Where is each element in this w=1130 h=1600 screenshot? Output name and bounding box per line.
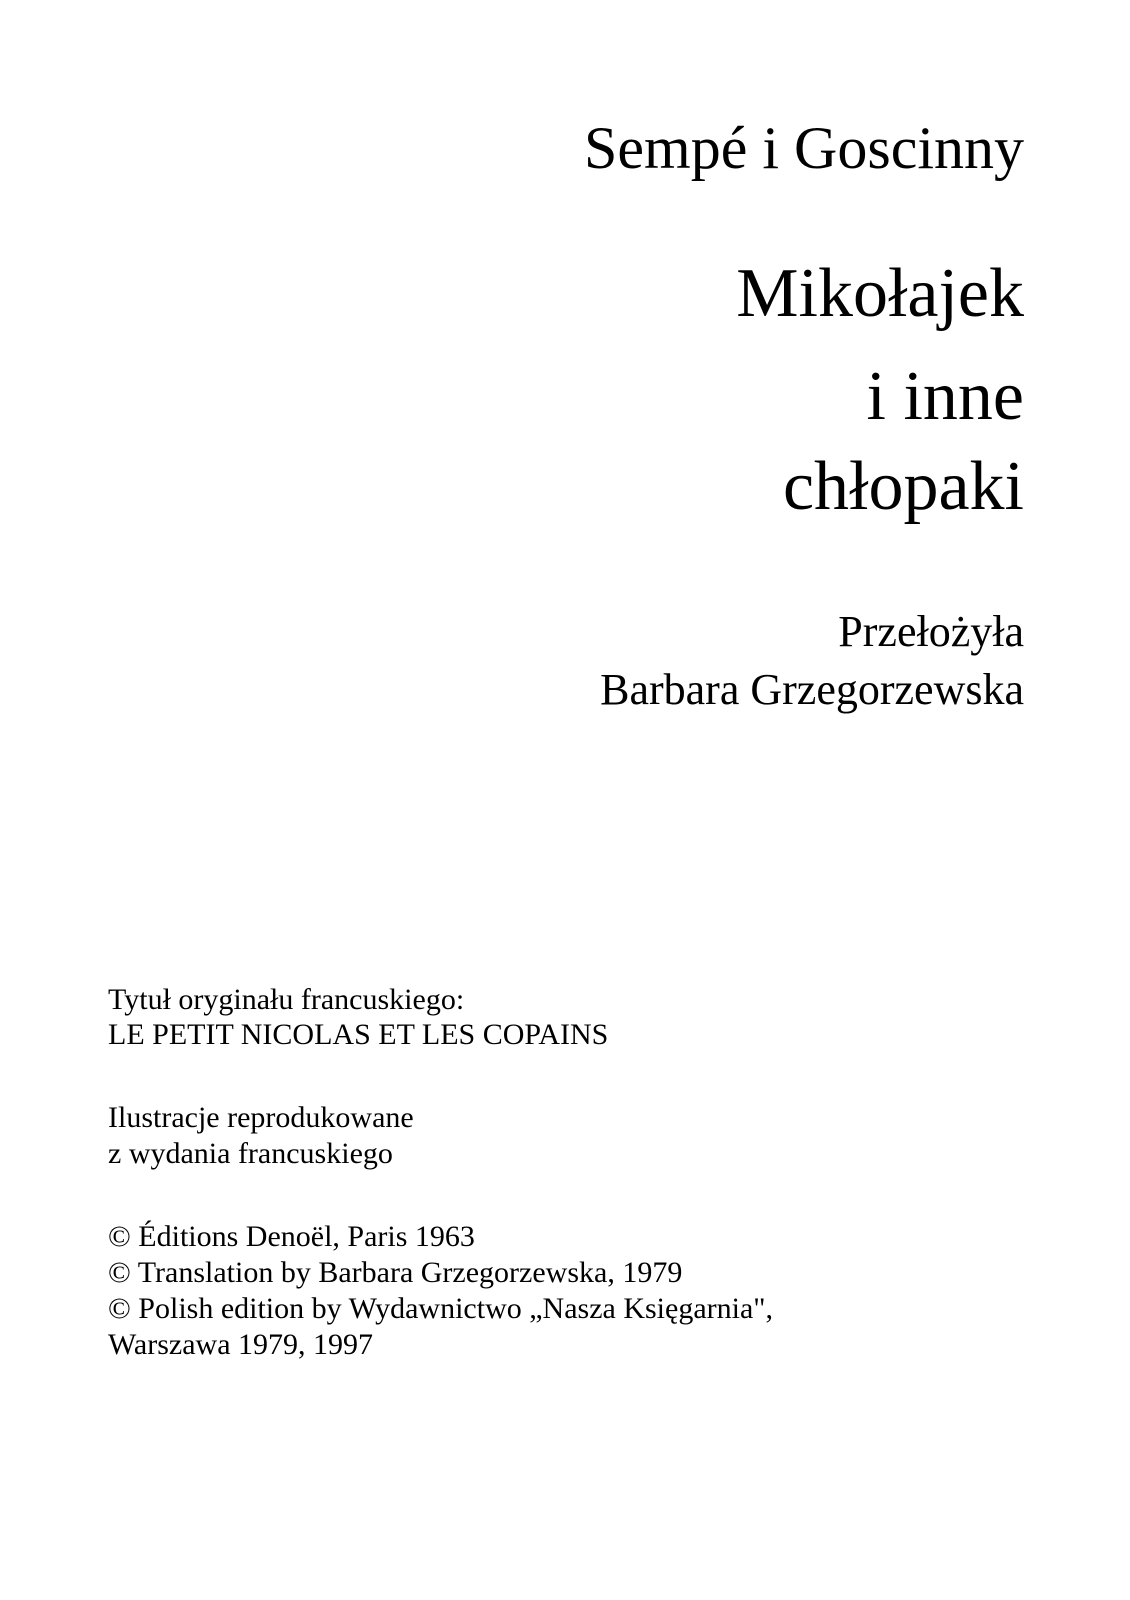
book-title-line-2: i inne [866,358,1024,435]
illustrations-note-line-1: Ilustracje reprodukowane [108,1101,414,1134]
book-title-line-3: chłopaki [782,448,1024,525]
original-title-label: Tytuł oryginału francuskiego: [108,983,465,1016]
original-title-value: LE PETIT NICOLAS ET LES COPAINS [108,1018,609,1051]
translator-name: Barbara Grzegorzewska [600,665,1024,714]
illustrations-note-line-2: z wydania francuskiego [108,1137,393,1170]
authors: Sempé i Goscinny [584,115,1024,181]
translator-label: Przełożyła [838,607,1024,656]
copyright-line-3: © Polish edition by Wydawnictwo „Nasza Księgarnia", [108,1292,774,1325]
copyright-line-2: © Translation by Barbara Grzegorzewska, 1979 [108,1256,683,1289]
copyright-line-1: © Éditions Denoël, Paris 1963 [108,1220,475,1253]
copyright-line-4: Warszawa 1979, 1997 [108,1328,374,1361]
book-title-line-1: Mikołajek [736,255,1024,332]
